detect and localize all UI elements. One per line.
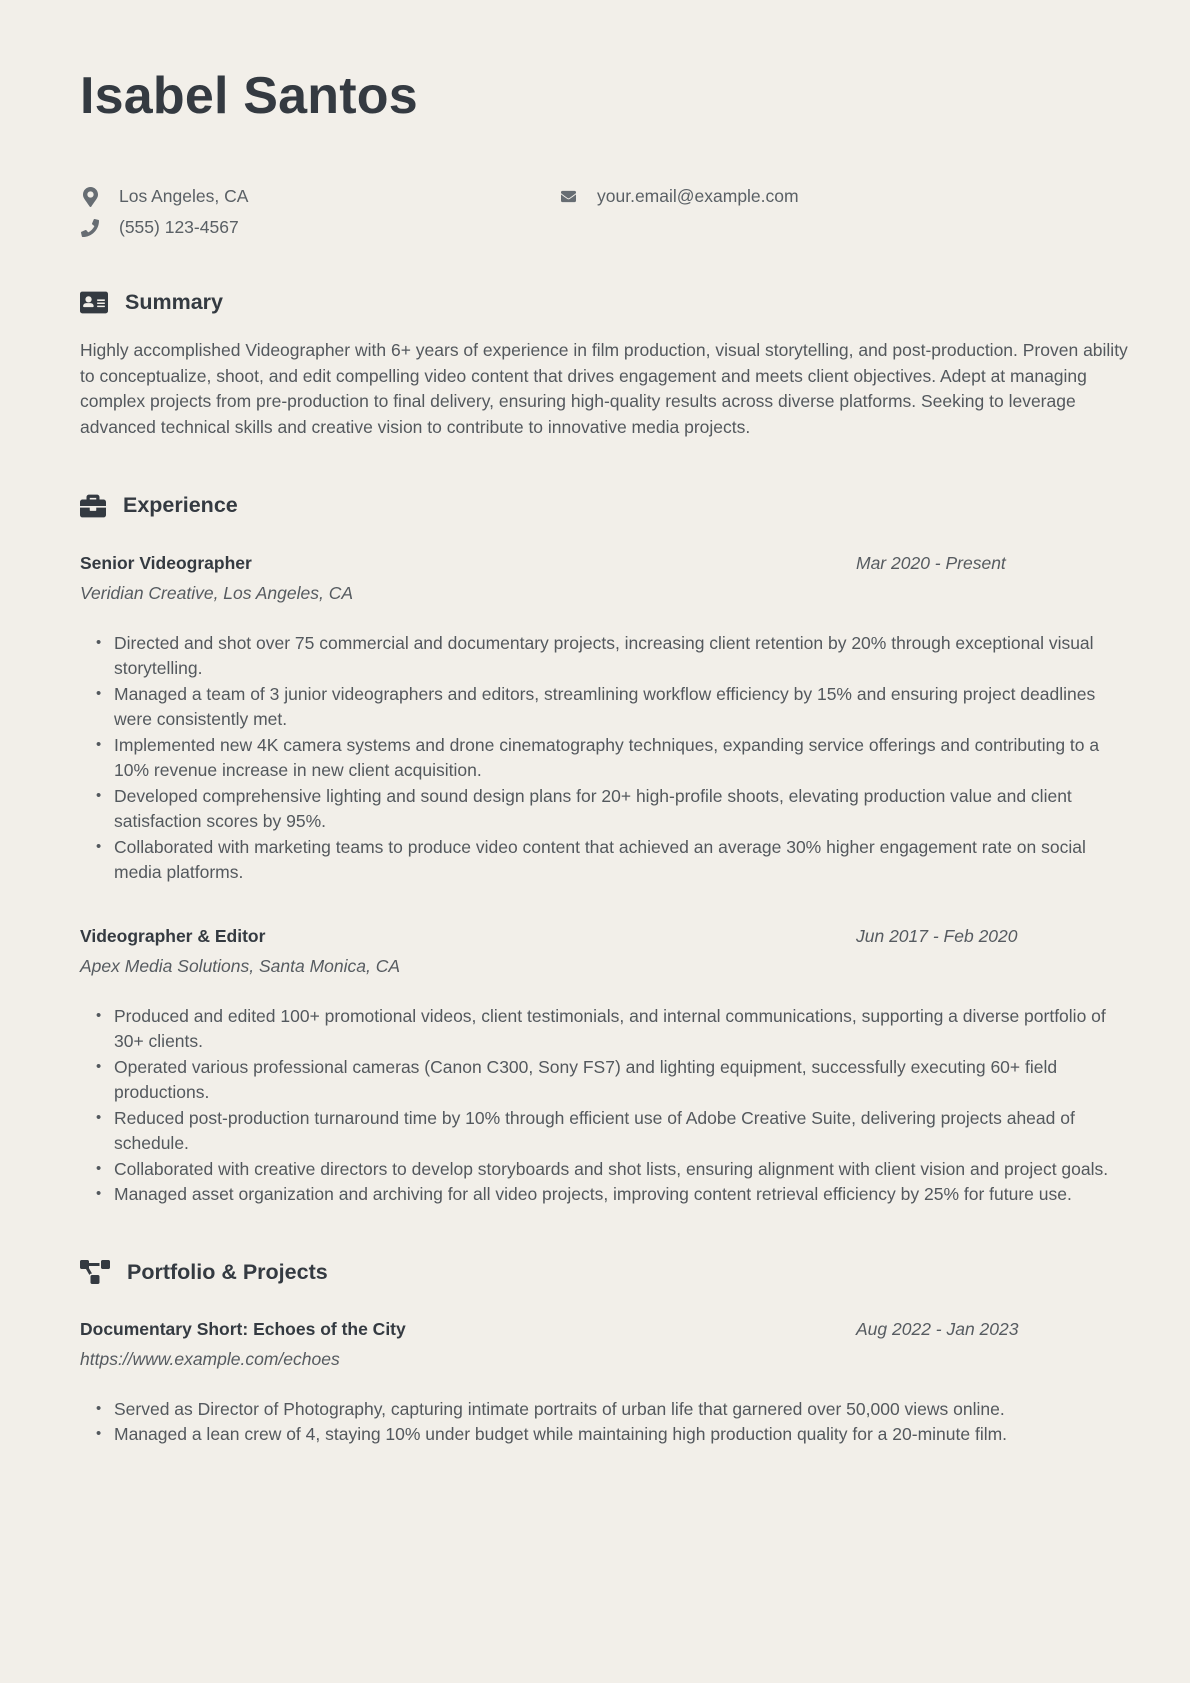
contact-location-text: Los Angeles, CA	[119, 186, 249, 207]
job-dates: Mar 2020 - Present	[856, 552, 1006, 573]
job-bullet-list	[80, 1004, 1128, 1208]
portfolio-section-header	[80, 1260, 1128, 1285]
project-header	[80, 1319, 1128, 1340]
contact-column-left	[80, 186, 558, 238]
id-card-icon	[80, 290, 108, 315]
contact-info	[80, 186, 1128, 238]
contact-email	[558, 186, 799, 207]
job-bullet: • Managed asset organization and archiving for all video projects, improving content retrieval efficiency by 25% for future use.	[114, 1182, 1128, 1208]
experience-section-title: Experience	[123, 493, 238, 518]
envelope-icon	[558, 189, 578, 204]
job-header	[80, 553, 1128, 574]
summary-section-header	[80, 290, 1128, 315]
job-bullet: • Developed comprehensive lighting and sound design plans for 20+ high-profile shoots, elevating production value and client satisfaction scores by 95%.	[114, 784, 1128, 835]
summary-section-title: Summary	[125, 290, 223, 315]
contact-phone	[80, 217, 558, 238]
contact-email-text: your.email@example.com	[597, 186, 799, 207]
contact-column-right	[558, 186, 799, 207]
project-bullet: • Served as Director of Photography, capturing intimate portraits of urban life that garnered over 50,000 views online.	[114, 1397, 1128, 1423]
contact-phone-text: (555) 123-4567	[119, 217, 239, 238]
portfolio-section-title: Portfolio & Projects	[127, 1259, 328, 1284]
job-bullet: • Managed a team of 3 junior videographers and editors, streamlining workflow efficiency by 15% and ensuring project deadlines were consistently met.	[114, 682, 1128, 733]
job-role: Videographer & Editor	[80, 925, 266, 946]
project-bullet-list	[80, 1397, 1128, 1448]
project-name: Documentary Short: Echoes of the City	[80, 1318, 406, 1339]
job-bullet: • Reduced post-production turnaround time by 10% through efficient use of Adobe Creative Suite, delivering projects ahead of schedule.	[114, 1106, 1128, 1157]
summary-section	[80, 290, 1128, 440]
page-title: Isabel Santos	[80, 67, 418, 125]
briefcase-icon	[80, 493, 106, 519]
portfolio-section	[80, 1260, 1128, 1448]
experience-section	[80, 493, 1128, 1208]
job-bullet: • Collaborated with marketing teams to produce video content that achieved an average 30% higher engagement rate on social media platforms.	[114, 835, 1128, 886]
job-bullet: • Produced and edited 100+ promotional videos, client testimonials, and internal communications, supporting a diverse portfolio of 30+ clients.	[114, 1004, 1128, 1055]
experience-section-header	[80, 493, 1128, 519]
job-dates: Jun 2017 - Feb 2020	[856, 925, 1018, 946]
job-entry	[80, 553, 1128, 886]
job-bullet: • Implemented new 4K camera systems and drone cinematography techniques, expanding service offerings and contributing to a 10% revenue increase in new client acquisition.	[114, 733, 1128, 784]
project-bullet: • Managed a lean crew of 4, staying 10% under budget while maintaining high production quality for a 20-minute film.	[114, 1422, 1128, 1448]
map-pin-icon	[80, 187, 100, 207]
project-entry	[80, 1319, 1128, 1448]
phone-icon	[80, 219, 100, 237]
job-bullet: • Operated various professional cameras (Canon C300, Sony FS7) and lighting equipment, successfully executing 60+ field productions.	[114, 1055, 1128, 1106]
job-entry	[80, 926, 1128, 1208]
job-header	[80, 926, 1128, 947]
job-bullet-list	[80, 631, 1128, 886]
job-company: Veridian Creative, Los Angeles, CA	[80, 582, 354, 603]
summary-text: Highly accomplished Videographer with 6+ years of experience in film production, visual storytelling, and post-production. Proven ability to conceptualize, shoot, and edit compelling video content that drives engagement and meets client objectives. Adept at managing complex projects from pre-production to final delivery, ensuring high-quality results across diverse platforms. Seeking to leverage advanced technical skills and creative vision to contribute to innovative media projects.	[80, 340, 1128, 437]
project-diagram-icon	[80, 1260, 110, 1284]
contact-location	[80, 186, 558, 207]
job-bullet: • Collaborated with creative directors to develop storyboards and shot lists, ensuring alignment with client vision and project goals.	[114, 1157, 1128, 1183]
job-role: Senior Videographer	[80, 552, 252, 573]
project-dates: Aug 2022 - Jan 2023	[856, 1318, 1019, 1339]
job-company: Apex Media Solutions, Santa Monica, CA	[80, 955, 401, 976]
job-bullet: • Directed and shot over 75 commercial and documentary projects, increasing client retention by 20% through exceptional visual storytelling.	[114, 631, 1128, 682]
project-link: https://www.example.com/echoes	[80, 1348, 340, 1369]
